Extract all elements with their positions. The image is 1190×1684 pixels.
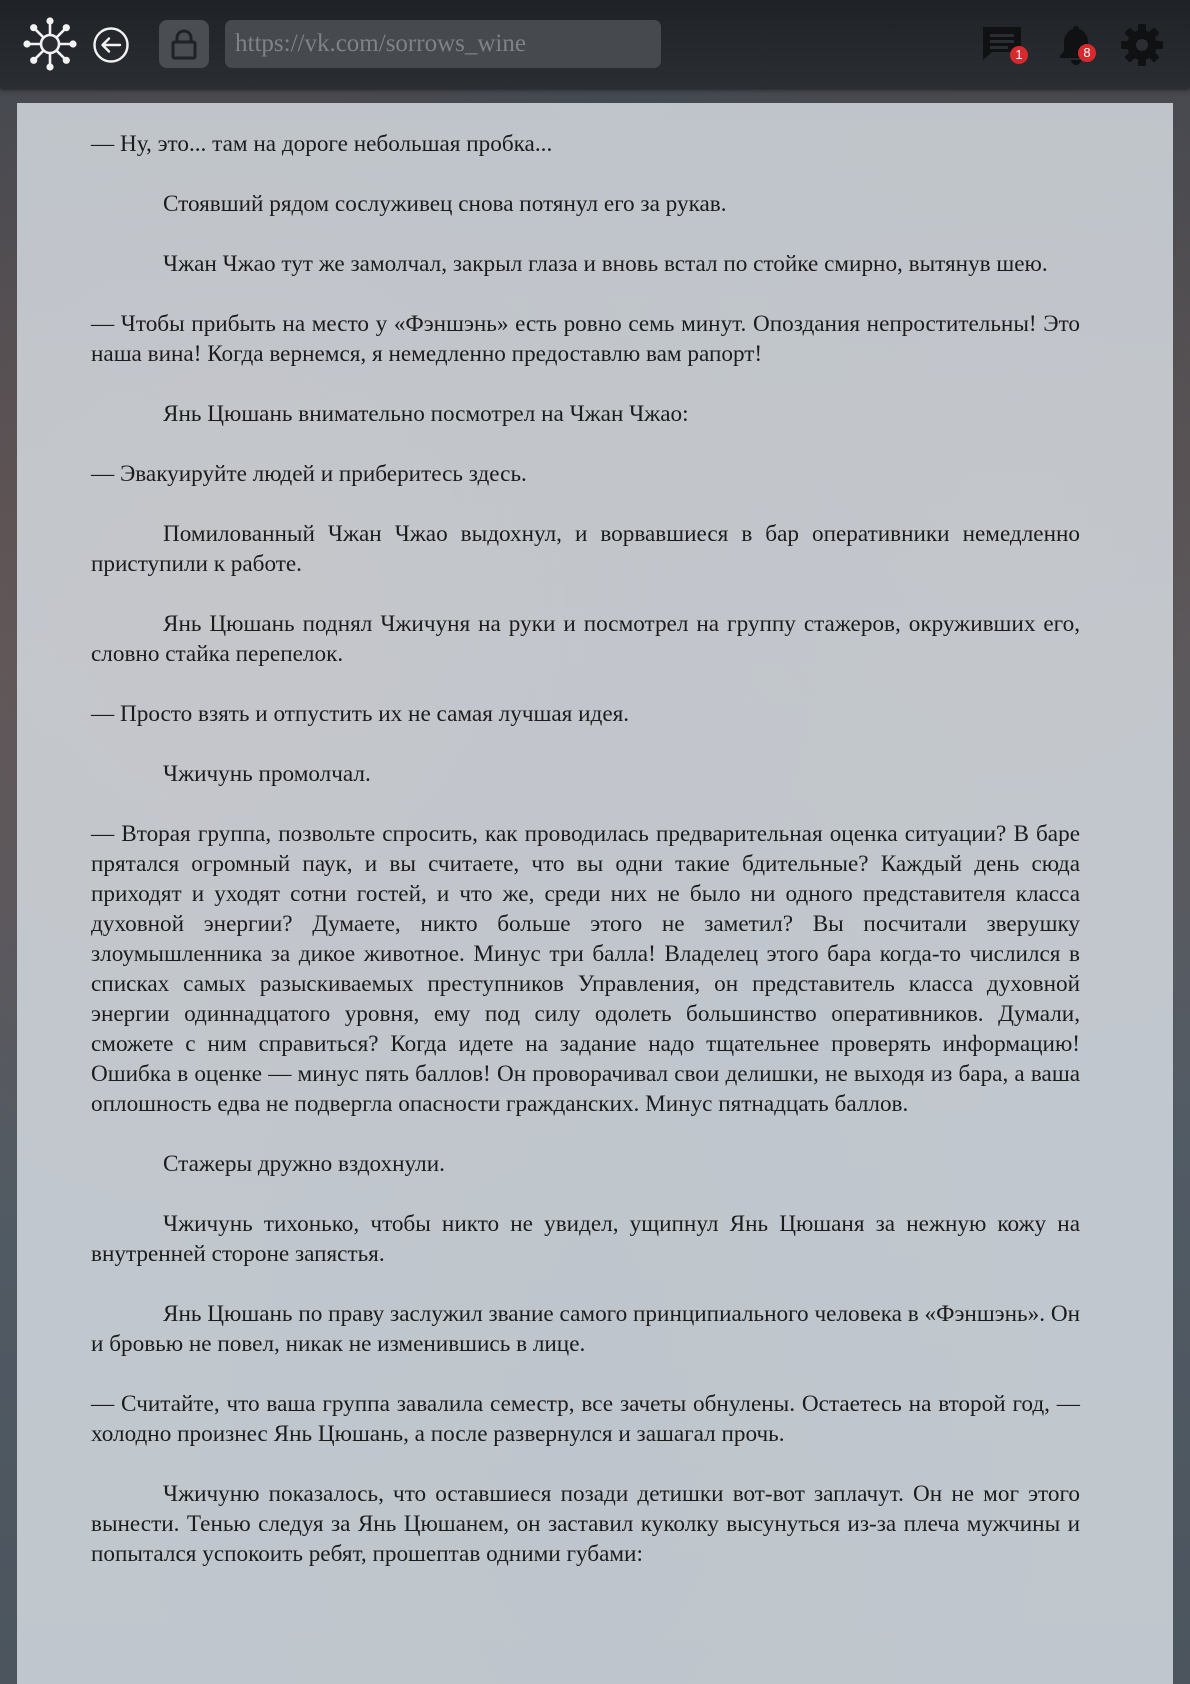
- gear-icon: [1120, 23, 1164, 67]
- notifications-badge: 8: [1078, 44, 1096, 62]
- paragraph: — Чтобы прибыть на место у «Фэншэнь» есть ровно семь минут. Опоздания непростительны! Это наша вина! Когда вернемся, я немедленно предоставлю вам рапорт!: [91, 311, 1080, 367]
- paragraph: Янь Цюшань по праву заслужил звание самого принципиального человека в «Фэншэнь». Он и бровью не повел, никак не изменившись в лице.: [91, 1301, 1080, 1357]
- paragraph: Янь Цюшань поднял Чжичуня на руки и посмотрел на группу стажеров, окруживших его, словно стайка перепелок.: [91, 611, 1080, 667]
- paragraph: Стажеры дружно вздохнули.: [163, 1151, 445, 1177]
- paragraph: — Ну, это... там на дороге небольшая пробка...: [91, 131, 553, 157]
- top-bar: [0, 0, 1190, 88]
- paragraph: Чжичунь промолчал.: [163, 761, 371, 787]
- paragraph: Чжичунь тихонько, чтобы никто не увидел, ущипнул Янь Цюшаня за нежную кожу на внутренней стороне запястья.: [91, 1211, 1080, 1267]
- paragraph: Чжан Чжао тут же замолчал, закрыл глаза и вновь встал по стойке смирно, вытянув шею.: [163, 251, 1048, 277]
- paragraph: — Считайте, что ваша группа завалила семестр, все зачеты обнулены. Остаетесь на второй год, — холодно произнес Янь Цюшань, а после развернулся и зашагал прочь.: [91, 1391, 1080, 1447]
- messages-badge: 1: [1010, 46, 1028, 64]
- back-button[interactable]: [92, 26, 130, 64]
- back-arrow-icon: [92, 26, 130, 64]
- lock-icon: [168, 28, 200, 60]
- settings-button[interactable]: [1120, 23, 1164, 67]
- chapter-text: [91, 129, 1080, 1599]
- paragraph: Чжичуню показалось, что оставшиеся позади детишки вот-вот заплачут. Он не мог этого вынести. Тенью следуя за Янь Цюшанем, он заставил куколку высунуться из-за плеча мужчины и попытался успокоить ребят, прошептав одними губами:: [91, 1481, 1080, 1567]
- paragraph: Помилованный Чжан Чжао выдохнул, и ворвавшиеся в бар оперативники немедленно приступили к работе.: [91, 521, 1080, 577]
- reading-panel: [17, 103, 1173, 1684]
- paragraph: Стоявший рядом сослуживец снова потянул его за рукав.: [163, 191, 727, 217]
- url-input[interactable]: [225, 20, 661, 68]
- messages-button[interactable]: [980, 24, 1024, 64]
- paragraph: Янь Цюшань внимательно посмотрел на Чжан Чжао:: [163, 401, 689, 427]
- network-hub-icon[interactable]: [22, 16, 78, 72]
- paragraph: — Эвакуируйте людей и приберитесь здесь.: [91, 461, 527, 487]
- lock-button[interactable]: [159, 20, 209, 68]
- paragraph: — Просто взять и отпустить их не самая лучшая идея.: [91, 701, 630, 727]
- notifications-button[interactable]: [1056, 24, 1096, 66]
- paragraph: — Вторая группа, позвольте спросить, как проводилась предварительная оценка ситуации? В баре прятался огромный паук, и вы считаете, что вы одни такие бдительные? Каждый день сюда приходят и уходят сотни гостей, и что же, среди них не было ни одного представителя класса духовной энергии? Думаете, никто больше этого не заметил? Вы посчитали зверушку злоумышленника за дикое животное. Минус три балла! Владелец этого бара когда-то числился в списках самых разыскиваемых преступников Управления, он представитель класса духовной энергии одиннадцатого уровня, ему под силу одолеть большинство оперативников. Думали, сможете с ним справиться? Когда идете на задание надо тщательнее проверять информацию! Ошибка в оценке — минус пять баллов! Он проворачивал свои делишки, не выходя из бара, а ваша оплошность едва не подвергла опасности гражданских. Минус пятнадцать баллов.: [91, 821, 1080, 1117]
